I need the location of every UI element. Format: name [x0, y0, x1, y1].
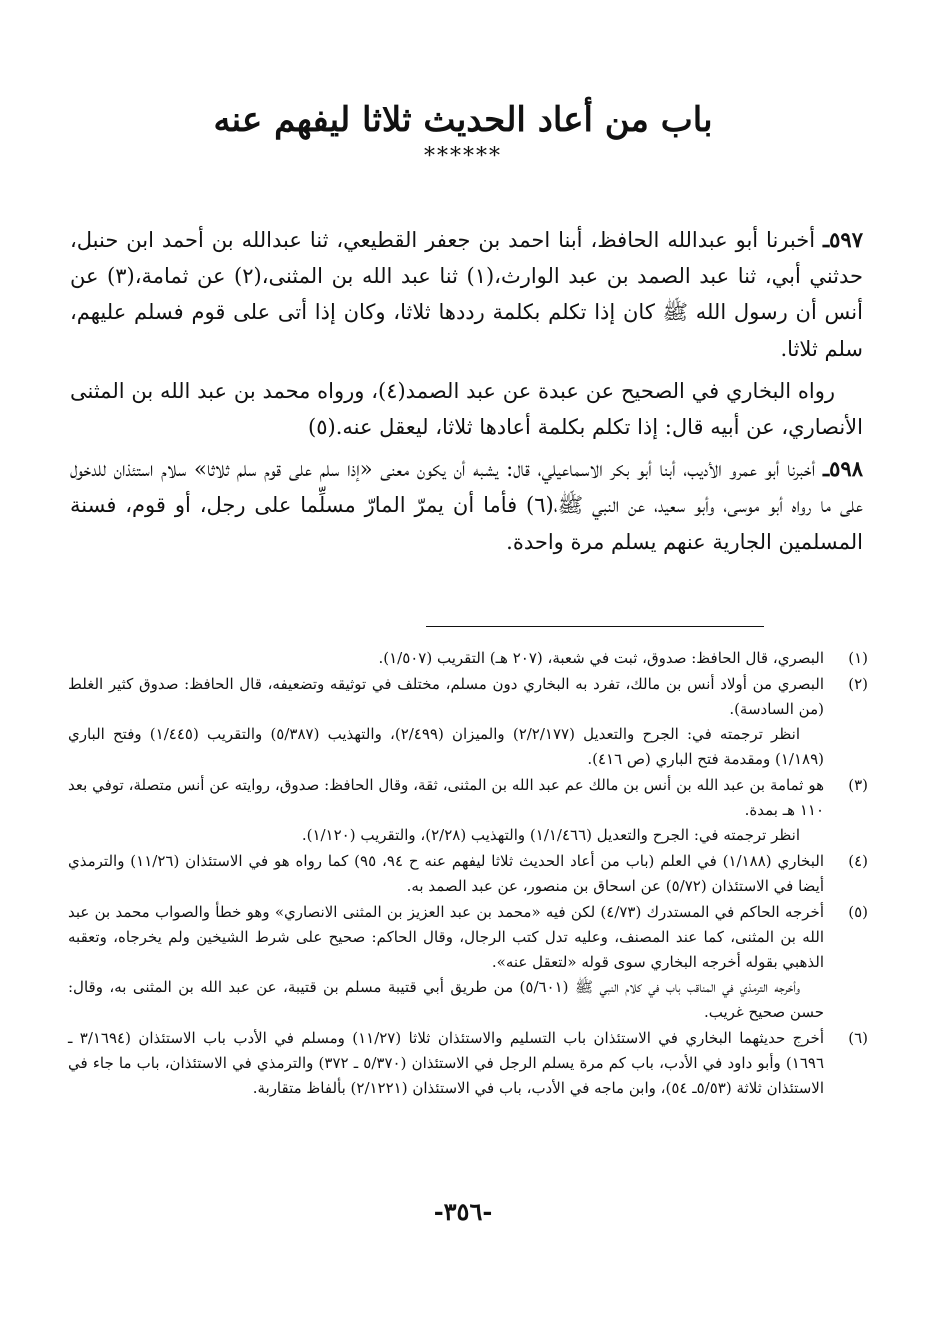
footnote-text: البصري من أولاد أنس بن مالك، تفرد به البخاري دون مسلم، مختلف في توثيقه وتضعيفه، قال الحافظ: صدوق كثير الغلط (من السادسة).: [68, 675, 824, 718]
footnote-number: (٣): [848, 776, 868, 794]
footnote-number: (٤): [848, 852, 868, 870]
footnote-number: (٢): [848, 675, 868, 693]
hadith-text: أخبرنا أبو عبدالله الحافظ، أبنا احمد بن جعفر القطيعي، ثنا عبدالله بن أحمد ابن حنبل، حدثني أبي، ثنا عبد الصمد بن عبد الوارث،(١) ثنا عبد الله بن المثنى،(٢) عن ثمامة،(٣) عن أنس أن رسول الله ﷺ كان إذا تكلم بكلمة رددها ثلاثا، وكان إذا أتى على قوم فسلم عليهم، سلم ثلاثا.: [70, 228, 864, 361]
footnote-text: البخاري (١/١٨٨) في العلم (باب من أعاد الحديث ثلاثا ليفهم عنه ح ٩٤، ٩٥) كما رواه هو في الاستئذان (١١/٢٦) والترمذي أيضا في الاستئذان (٥/٧٢) عن اسحاق بن منصور، عن عبد الصمد به.: [68, 852, 824, 895]
title-ornament: ******: [424, 144, 502, 169]
hadith-597: [70, 222, 863, 367]
hadith-number: ٥٩٨ـ: [822, 456, 863, 482]
hadith-598: [70, 451, 863, 560]
footnote-text: انظر ترجمته في: الجرح والتعديل (٢/٢/١٧٧) والميزان (٢/٤٩٩)، والتهذيب (٥/٣٨٧) والتقريب (١/٤٤٥) وفتح الباري (١/١٨٩) ومقدمة فتح الباري (ص ٤١٦).: [68, 725, 824, 768]
footnote-text: انظر ترجمته في: الجرح والتعديل (١/١/٤٦٦) والتهذيب (٢/٢٨)، والتقريب (١/١٢٠).: [301, 826, 800, 844]
footnote-text: أخرج حديثهما البخاري في الاستئذان باب التسليم والاستئذان ثلاثا (١١/٢٧) ومسلم في الأدب باب الاستئذان (٣/١٦٩٤ ـ ١٦٩٦) وأبو داود في الأدب، باب كم مرة يسلم الرجل في الاستئذان (٥/٣٧٠ ـ ٣٧٢) والترمذي في الاستئذان، باب ما جاء في الاستئذان ثلاثة (٥/٥٣ـ ٥٤)، وابن ماجه في الأدب، باب في الاستئذان (٢/١٢٢١) بألفاظ متقاربة.: [68, 1029, 825, 1097]
footnote-number: (٦): [848, 1029, 868, 1047]
footnotes: [68, 646, 868, 1101]
footnote-text: وأخرجه الترمذي في المناقب باب في كلام النبي ﷺ (٥/٦٠١) من طريق أبي قتيبة مسلم بن قتيبة، عن عبد الله بن المثنى به، وقال: حسن صحيح غريب.: [68, 978, 824, 1021]
footnote-3: [68, 773, 868, 848]
footnote-number: (٥): [848, 903, 868, 921]
main-text: [70, 222, 863, 566]
footnote-6: [68, 1026, 868, 1101]
footnote-text: البصري، قال الحافظ: صدوق، ثبت في شعبة، (٢٠٧ هـ) التقريب (١/٥٠٧).: [378, 649, 824, 667]
footnote-separator: [426, 626, 764, 627]
footnote-text: هو ثمامة بن عبد الله بن أنس بن مالك عم عبد الله بن المثنى، ثقة، وقال الحافظ: صدوق، روايته عن أنس متصلة، توفي بعد ١١٠ هـ بمدة.: [68, 776, 824, 819]
footnote-1: [68, 646, 868, 671]
hadith-597-commentary: رواه البخاري في الصحيح عن عبدة عن عبد الصمد(٤)، ورواه محمد بن عبد الله بن المثنى الأنصاري، عن أبيه قال: إذا تكلم بكلمة أعادها ثلاثا، ليعقل عنه.(٥): [70, 378, 863, 440]
footnote-4: [68, 849, 868, 899]
chapter-title: باب من أعاد الحديث ثلاثا ليفهم عنه: [213, 100, 713, 140]
footnote-2: [68, 672, 868, 772]
footnote-text: أخرجه الحاكم في المستدرك (٤/٧٣) لكن فيه «محمد بن عبد العزيز بن المثنى الانصاري» وهو خطأ والصواب محمد بن عبد الله بن المثنى، كما عند المصنف، وعليه تدل كتب الرجال، وقال الحاكم: صحيح على شرط الشيخين ولم يخرجاه، وتعقبه الذهبي بقوله أخرجه البخاري سوى قوله «لتعقل عنه».: [68, 903, 824, 971]
hadith-text: أخبرنا أبو عمرو الأديب، أبنا أبو بكر الاسماعيلي، قال: يشبه أن يكون معنى «إذا سلم على قوم سلم ثلاثا» سلام استئذان للدخول على ما رواه أبو موسى، وأبو سعيد، عن النبي ﷺ،(٦) فأما أن يمرّ المارّ مسلِّما على رجل، أو قوم، فسنة المسلمين الجارية عنهم يسلم مرة واحدة.: [70, 457, 864, 554]
hadith-number: ٥٩٧ـ: [823, 227, 863, 252]
page-number: -٣٥٦-: [433, 1197, 493, 1226]
footnote-5: [68, 900, 868, 1025]
footnote-number: (١): [848, 649, 868, 667]
